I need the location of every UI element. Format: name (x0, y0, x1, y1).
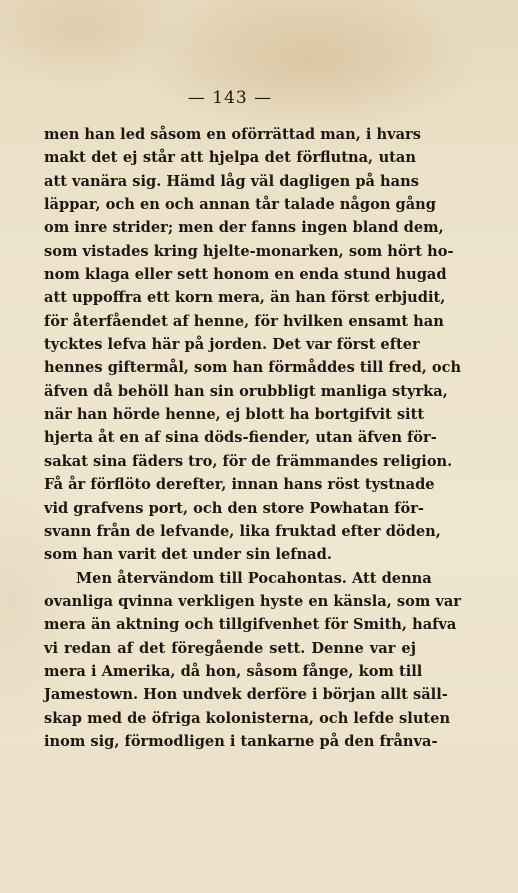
text-line: makt det ej står att hjelpa det förflutna, utan (44, 149, 416, 167)
text-line: men han led såsom en oförrättad man, i hvars (44, 126, 421, 143)
text-line: att uppoffra ett korn mera, än han först erbjudit, (44, 289, 446, 307)
text-line: tycktes lefva här på jorden. Det var först efter (44, 336, 420, 354)
text-line: läppar, och en och annan tår talade någon gång (44, 196, 436, 214)
paragraph-start-line: Men återvändom till Pocahontas. Att denna (76, 569, 432, 587)
text-line: svann från de lefvande, lika fruktad efter döden, (44, 522, 441, 540)
text-line: för återfåendet af henne, för hvilken ensamt han (44, 312, 444, 330)
text-line: hennes giftermål, som han förmåddes till fred, och (44, 359, 462, 377)
text-line: om inre strider; men der fanns ingen bland dem, (44, 219, 444, 237)
text-line: nom klaga eller sett honom en enda stund hugad (44, 266, 447, 284)
text-line: att vanära sig. Hämd låg väl dagligen på hans (44, 172, 419, 190)
text-line: skap med de öfriga kolonisterna, och lefde sluten (44, 709, 451, 727)
text-line: mera än aktning och tillgifvenhet för Smith, hafva (44, 616, 457, 634)
text-line: inom sig, förmodligen i tankarne på den frånva- (44, 732, 438, 750)
text-line: vid grafvens port, och den store Powhatan för- (44, 499, 424, 517)
paragraph-end-line: som han varit det under sin lefnad. (44, 546, 332, 564)
text-line: som vistades kring hjelte-monarken, som hört ho- (44, 242, 454, 260)
text-line: vi redan af det föregående sett. Denne var ej (44, 639, 416, 657)
text-line: äfven då behöll han sin orubbligt manliga styrka, (44, 382, 448, 400)
page-number: — 143 — (187, 88, 273, 108)
text-line: ovanliga qvinna verkligen hyste en känsla, som var (44, 592, 461, 610)
text-line: hjerta åt en af sina döds-fiender, utan äfven för- (44, 429, 437, 447)
text-line: Jamestown. Hon undvek derföre i början allt säll- (44, 686, 448, 704)
text-line: mera i Amerika, då hon, såsom fånge, kom till (44, 662, 423, 680)
text-line: när han hörde henne, ej blott ha bortgifvit sitt (44, 406, 425, 424)
body-text (44, 123, 462, 753)
text-line: Få år förflöto derefter, innan hans röst tystnade (44, 476, 435, 494)
text-line: sakat sina fäders tro, för de främmandes religion. (44, 452, 453, 470)
